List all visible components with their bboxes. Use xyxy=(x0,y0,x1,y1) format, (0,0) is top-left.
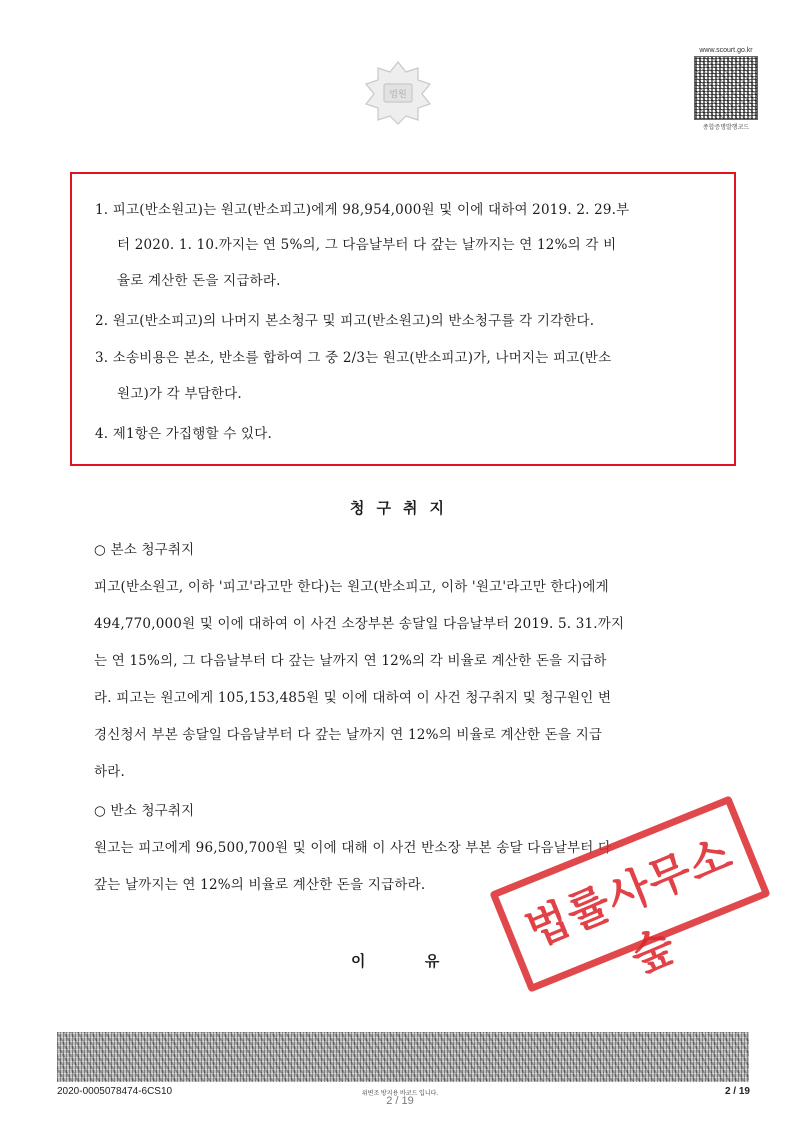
order-item-3-line-2: 원고)가 각 부담한다. xyxy=(117,386,242,402)
order-item-1-line-3: 율로 계산한 돈을 지급하라. xyxy=(117,273,281,289)
order-item-1-line-1: 1. 피고(반소원고)는 원고(반소피고)에게 98,954,000원 및 이에 대하여 2019. 2. 29.부 xyxy=(95,202,630,218)
law-firm-stamp xyxy=(489,795,771,993)
counter-claim-line-1: 원고는 피고에게 96,500,700원 및 이에 대해 이 사건 반소장 부본 송달 다음날부터 다 xyxy=(94,840,612,856)
main-claim-label: ○ 본소 청구취지 xyxy=(94,542,195,558)
main-claim-line-6: 하라. xyxy=(94,764,125,780)
page-number-right: 2 / 19 xyxy=(724,1086,750,1097)
order-item-1-line-2: 터 2020. 1. 10.까지는 연 5%의, 그 다음날부터 다 갚는 날까지는 연 12%의 각 비 xyxy=(117,237,617,253)
qr-code-icon xyxy=(694,56,758,120)
anti-forgery-barcode xyxy=(57,1032,749,1082)
main-claim-line-4: 라. 피고는 원고에게 105,153,485원 및 이에 대하여 이 사건 청구취지 및 청구원인 변 xyxy=(94,690,612,706)
claim-heading: 청구취지 xyxy=(350,499,456,517)
verification-qr xyxy=(693,46,759,131)
stamp-text: 법률사무소 숲 xyxy=(519,828,740,984)
counter-claim-line-2: 갚는 날까지는 연 12%의 비율로 계산한 돈을 지급하라. xyxy=(94,877,426,893)
order-item-4: 4. 제1항은 가집행할 수 있다. xyxy=(95,426,272,442)
court-emblem xyxy=(360,58,436,126)
main-claim-line-2: 494,770,000원 및 이에 대하여 이 사건 소장부본 송달일 다음날부터 2019. 5. 31.까지 xyxy=(94,616,625,632)
document-id: 2020-0005078474-6CS10 xyxy=(57,1086,173,1097)
order-item-2: 2. 원고(반소피고)의 나머지 본소청구 및 피고(반소원고)의 반소청구를 각 기각한다. xyxy=(95,313,595,329)
barcode-note: 위변조 방지용 바코드 입니다. xyxy=(361,1091,439,1097)
main-claim-line-3: 는 연 15%의, 그 다음날부터 다 갚는 날까지 연 12%의 각 비율로 계산한 돈을 지급하 xyxy=(94,653,607,669)
page-number-center: 2 / 19 xyxy=(386,1095,414,1107)
reasons-heading: 이 유 xyxy=(351,952,444,970)
qr-caption: 종합증명발행코드 xyxy=(702,125,750,131)
order-item-3-line-1: 3. 소송비용은 본소, 반소를 합하여 그 중 2/3는 원고(반소피고)가, 나머지는 피고(반소 xyxy=(95,350,612,366)
qr-url: www.scourt.go.kr xyxy=(699,47,753,54)
main-claim-line-1: 피고(반소원고, 이하 '피고'라고만 한다)는 원고(반소피고, 이하 '원고'라고만 한다)에게 xyxy=(94,579,609,595)
emblem-label: 법원 xyxy=(389,90,407,100)
main-claim-line-5: 경신청서 부본 송달일 다음날부터 다 갚는 날까지 연 12%의 비율로 계산한 돈을 지급 xyxy=(94,727,603,743)
counter-claim-label: ○ 반소 청구취지 xyxy=(94,803,195,819)
